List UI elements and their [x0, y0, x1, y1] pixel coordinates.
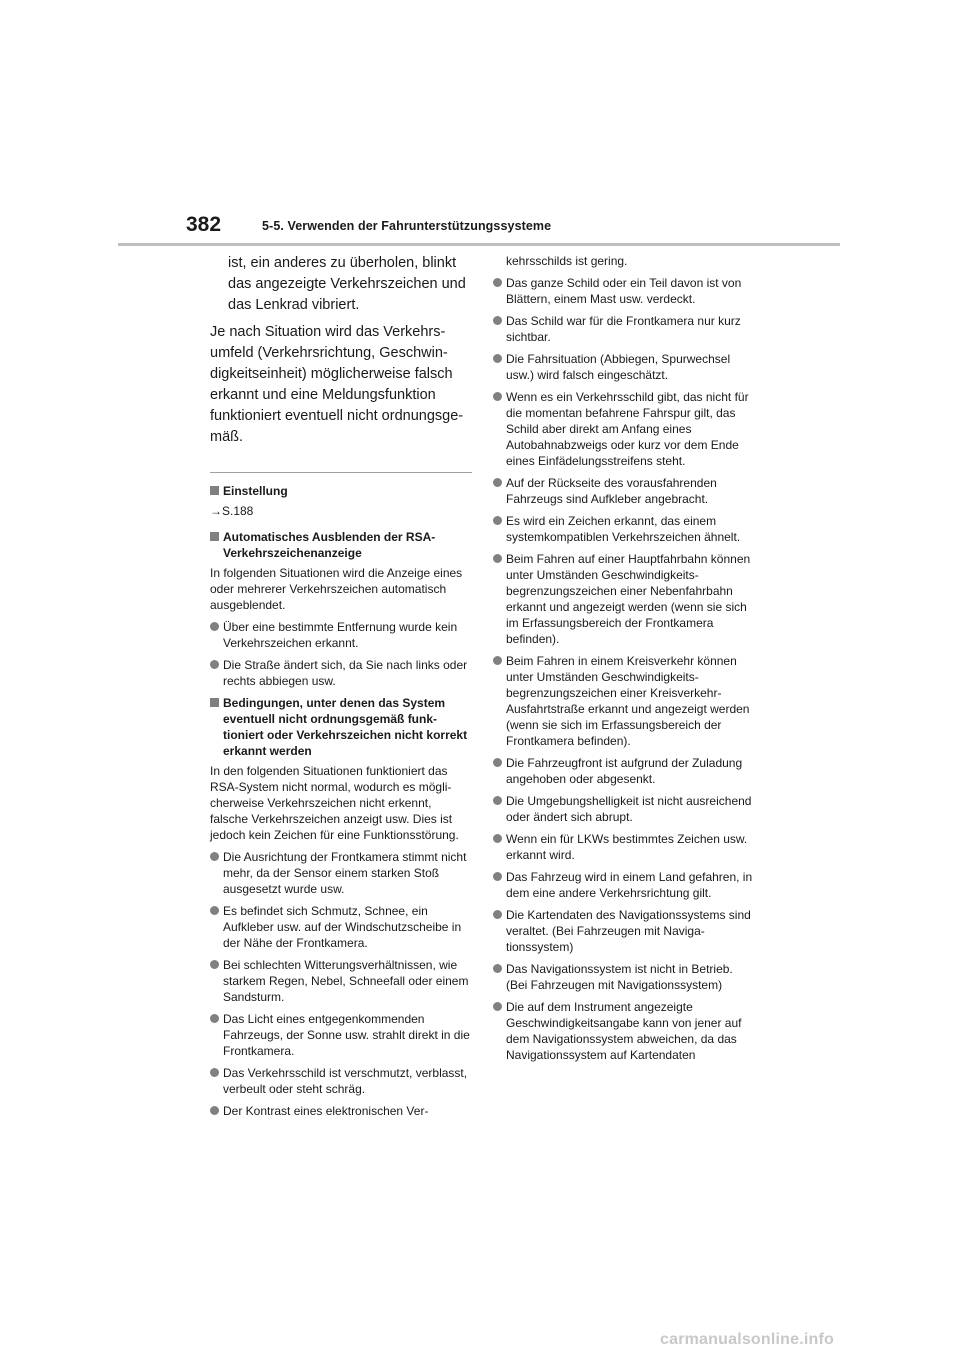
list-item: Die auf dem Instrument angezeigte Geschwindigkeitsangabe kann von jener auf dem Navigationssystem abweichen, da das Navigationssystem auf Kartendaten — [493, 999, 755, 1063]
round-bullet-icon — [493, 516, 502, 525]
auto-hide-text: In folgenden Situationen wird die Anzeige eines oder mehrerer Verkehrszeichen automatisch ausgeblendet. — [210, 566, 463, 612]
round-bullet-icon — [493, 872, 502, 881]
round-bullet-icon — [210, 1106, 219, 1115]
round-bullet-icon — [493, 392, 502, 401]
intro-paragraph: Je nach Situation wird das Verkehrsumfeld (Verkehrsrichtung, Geschwindigkeitseinheit) möglicherweise falsch erkannt und eine Meldungsfunktion funktioniert eventuell nicht ordnungsgemäß. — [210, 324, 464, 445]
list-item: Die Kartendaten des Navigationssystems sind veraltet. (Bei Fahrzeugen mit Navigationssystem) — [493, 907, 755, 955]
round-bullet-icon — [493, 354, 502, 363]
list-item: Die Fahrzeugfront ist aufgrund der Zuladung angehoben oder abgesenkt. — [493, 755, 755, 787]
round-bullet-icon — [210, 906, 219, 915]
section-divider — [210, 472, 472, 473]
round-bullet-icon — [210, 852, 219, 861]
list-item: Das Fahrzeug wird in einem Land gefahren, in dem eine andere Verkehrsrichtung gilt. — [493, 869, 755, 901]
setting-page-reference: →S.188 — [210, 504, 254, 518]
setting-heading — [210, 483, 472, 499]
list-item: Die Fahrsituation (Abbiegen, Spurwechsel usw.) wird falsch eingeschätzt. — [493, 351, 755, 383]
round-bullet-icon — [493, 1002, 502, 1011]
list-item: Wenn ein für LKWs bestimmtes Zeichen usw. erkannt wird. — [493, 831, 755, 863]
list-item: Beim Fahren auf einer Hauptfahrbahn können unter Umständen Geschwindigkeitsbegrenzungszeichen einer Nebenfahrbahn erkannt und angezeigt werden (wenn sie sich im Erfassungsbereich der Frontkamera befinden). — [493, 551, 755, 647]
list-item: Es befindet sich Schmutz, Schnee, ein Aufkleber usw. auf der Windschutzscheibe in der Nähe der Frontkamera. — [210, 903, 472, 951]
list-item: Das ganze Schild oder ein Teil davon ist von Blättern, einem Mast usw. verdeckt. — [493, 275, 755, 307]
setting-heading-text: Einstellung — [223, 484, 288, 498]
round-bullet-icon — [493, 278, 502, 287]
list-item: Das Licht eines entgegenkommenden Fahrzeugs, der Sonne usw. strahlt direkt in die Frontkamera. — [210, 1011, 472, 1059]
round-bullet-icon — [493, 478, 502, 487]
list-item: Es wird ein Zeichen erkannt, das einem systemkompatiblen Verkehrszeichen ähnelt. — [493, 513, 755, 545]
list-item: Das Verkehrsschild ist verschmutzt, verblasst, verbeult oder steht schräg. — [210, 1065, 472, 1097]
round-bullet-icon — [210, 660, 219, 669]
list-item: Auf der Rückseite des vorausfahrenden Fahrzeugs sind Aufkleber angebracht. — [493, 475, 755, 507]
round-bullet-icon — [493, 910, 502, 919]
round-bullet-icon — [493, 796, 502, 805]
round-bullet-icon — [210, 622, 219, 631]
square-bullet-icon — [210, 698, 219, 707]
square-bullet-icon — [210, 532, 219, 541]
list-item: Der Kontrast eines elektronischen Ver- — [210, 1103, 472, 1119]
list-item: Die Ausrichtung der Frontkamera stimmt nicht mehr, da der Sensor einem starken Stoß ausgesetzt wurde usw. — [210, 849, 472, 897]
conditions-heading — [210, 695, 472, 759]
left-column — [210, 253, 472, 1125]
right-column — [493, 253, 755, 1069]
list-item: Das Navigationssystem ist nicht in Betrieb. (Bei Fahrzeugen mit Navigationssystem) — [493, 961, 755, 993]
round-bullet-icon — [210, 960, 219, 969]
round-bullet-icon — [493, 758, 502, 767]
conditions-text: In den folgenden Situationen funktioniert das RSA-System nicht normal, wodurch es möglicherweise Verkehrszeichen nicht erkennt, falsche Verkehrszeichen anzeigt usw. Dies ist jedoch kein Zeichen für eine Funktionsstörung. — [210, 764, 459, 842]
list-item: Beim Fahren in einem Kreisverkehr können unter Umständen Geschwindigkeitsbegrenzungszeichen einer Kreisverkehr-Ausfahrtstraße erkannt und angezeigt werden (wenn sie sich im Erfassungsbereich der Frontkamera befinden). — [493, 653, 755, 749]
round-bullet-icon — [493, 834, 502, 843]
list-item: Das Schild war für die Frontkamera nur kurz sichtbar. — [493, 313, 755, 345]
round-bullet-icon — [493, 964, 502, 973]
list-item: Über eine bestimmte Entfernung wurde kein Verkehrszeichen erkannt. — [210, 619, 472, 651]
list-item: Die Straße ändert sich, da Sie nach links oder rechts abbiegen usw. — [210, 657, 472, 689]
list-item: Wenn es ein Verkehrsschild gibt, das nicht für die momentan befahrene Fahrspur gilt, das Schild aber direkt am Anfang eines Autobahnabzweigs oder kurz vor dem Ende eines Einfädelungsstreifens steht. — [493, 389, 755, 469]
list-item: Bei schlechten Witterungsverhältnissen, wie starkem Regen, Nebel, Schneefall oder einem Sandsturm. — [210, 957, 472, 1005]
round-bullet-icon — [493, 656, 502, 665]
page-number: 382 — [186, 213, 222, 236]
section-title: 5-5. Verwenden der Fahrunterstützungssysteme — [262, 219, 552, 233]
round-bullet-icon — [493, 316, 502, 325]
intro-continuation: ist, ein anderes zu überholen, blinkt das angezeigte Verkehrszeichen und das Lenkrad vibriert. — [228, 255, 466, 313]
auto-hide-heading-text: Automatisches Ausblenden der RSA-Verkehrszeichenanzeige — [223, 530, 436, 560]
square-bullet-icon — [210, 486, 219, 495]
auto-hide-heading — [210, 529, 472, 561]
list-item: Die Umgebungshelligkeit ist nicht ausreichend oder ändert sich abrupt. — [493, 793, 755, 825]
header-divider — [118, 243, 840, 246]
round-bullet-icon — [493, 554, 502, 563]
watermark-text: carmanualsonline.info — [660, 1331, 835, 1348]
round-bullet-icon — [210, 1014, 219, 1023]
round-bullet-icon — [210, 1068, 219, 1077]
continued-text: kehrsschilds ist gering. — [506, 254, 628, 268]
conditions-heading-text: Bedingungen, unter denen das System eventuell nicht ordnungsgemäß funktioniert oder Verkehrszeichen nicht korrekt erkannt werden — [223, 696, 468, 758]
